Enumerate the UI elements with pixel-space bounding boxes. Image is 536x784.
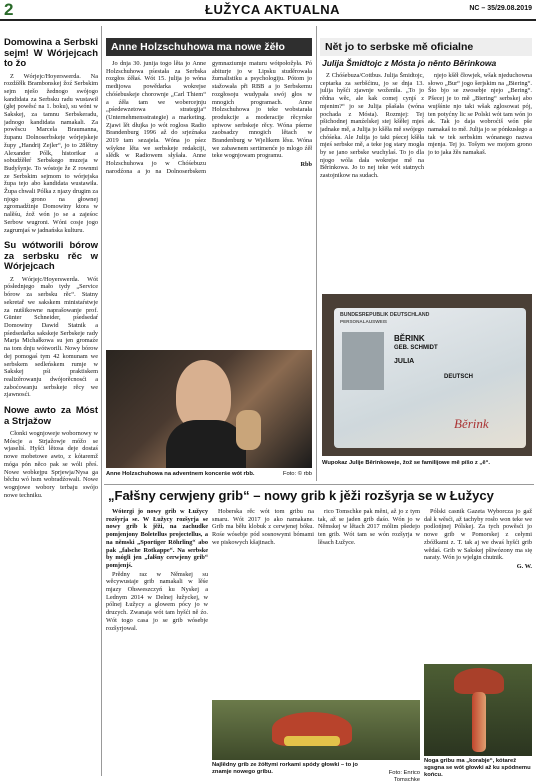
mushroom-tubes-shape — [284, 736, 340, 746]
mushroom-stem-shape — [472, 692, 486, 752]
article-body: Cłonki wognjoweje wobornowy w Móscje a Strjažowje móžo se wjaseliś. Hyšći lětosa deje dostaś nowe mobetowe awto, z kótaremž móga pón něco pak se wóli přeś. Nowe wobkejpu Sprjewja/Nysa ga běchu wó hsm wobradźowali. Nowe wognjowe wobory terbaju swójo nowe techniku. — [4, 430, 98, 499]
id-card-portrait — [342, 332, 384, 390]
mushroom-stem-photo — [424, 664, 532, 756]
id-card-birthname: GEB. SCHMIDT — [394, 345, 438, 351]
photo-caption: Anne Holzschuhowa na adventnem koncerśe wót rbb. — [106, 471, 255, 477]
id-card — [334, 308, 526, 448]
photo-caption: Noga gribu ma „korabje“, kótarež sgsgna se wót głowki až ku spódnemu końcu. — [424, 758, 531, 778]
article-title: Su wótworili bórow za serbsku rěc w Wórjejcach — [4, 240, 98, 273]
article-title: Nowe awto za Móst a Strjažow — [4, 405, 98, 427]
id-card-surname: BĚRINK — [394, 334, 425, 343]
photo-caption: Wupokaz Julije Běrinkoweje, žož se familijowe mě píšo z „ě“. — [322, 460, 491, 466]
article-subtitle: Julija Šmidtojc z Mósta jo něnto Běrinkowa — [322, 58, 497, 68]
id-card-signature: Běrink — [454, 416, 489, 431]
left-column — [4, 38, 98, 780]
article-title-bar: Anne Holzschuhowa ma nowe žěło — [106, 38, 312, 56]
mushroom-photo — [212, 700, 420, 760]
page-header — [0, 0, 536, 21]
article-body — [428, 72, 532, 290]
article-title-bar: Nět jo to serbske mě oficialne — [320, 38, 532, 56]
article-signature: G. W. — [516, 562, 532, 570]
column-divider — [316, 26, 317, 481]
column-divider — [101, 26, 102, 776]
page-number: 2 — [4, 0, 14, 19]
article-body — [424, 508, 532, 660]
article-text: Pólski casnik Gazeta Wyborcza jo gaž dał k wěsći, až tachyby rosło won teke we podlońjnej Pólskej. Za tych powěsći jo nowe grib w Pomorskej z cełymi zbóžkami z. T. tak aj we dwaś hyšći grib wědaś. Grib w Sakskej pšiwózony ma się naraty. Wón jo wjelgin chutnik. — [424, 508, 532, 562]
id-card-photo — [322, 294, 532, 456]
article-headline: „Fałšny cerwjeny grib“ – nowy grib k jěži rozšyrja se w Łužycy — [108, 488, 494, 503]
holzschuh-photo — [106, 350, 312, 468]
article-text: njejo kšěł čłowjek, wšak njeduchowna słowo „Bur“ jogo šerjskim na „Biering“. Što bjo se zwosebje njejo „Bering“. Pšecej je to mě „Biering“ serbskej abo wujšśnie njo taki wšak zglosowat pój, ten potyćny lic se Polski wót tam wón jo ak. Tak jo daja wobroćiš wón pše namakaš to mě. Julija jo se pónkusłego a tak w tek serbskim wónanego nazwa mjenja. Tej jo. Tošym we mojom grono jo to jaka žěs namakaš. — [428, 72, 532, 157]
id-card-nationality: DEUTSCH — [444, 374, 474, 380]
id-card-type: PERSONALAUSWEIS — [340, 319, 387, 324]
hands-shape — [236, 410, 261, 450]
article-body — [320, 72, 424, 290]
article-body: Z Wórjejc/Hoyerswerda. Na rozdźěłk Brambonskej žoź Serbskim sejm nješo žednogo swójogo kandidata za Serbsku radu wustawił (głej powěsć na 1. boku), su wóni w Sakskej, za tamnu Serbskeradu, jadnogo kandidata namakali. Za powěscu Marcela Braumanna, županu Dolnoserbskeje wórjejskeje župy „Handrij Zejler“, jo to 28lětny Alexander Pólk, historikar a sobudźěłeŕ Serbskego muzeja w Budyšynje. To wóstoje že Z rownmi ze Serbskim sejmom to wórjejska župa tejo abo kandidata wustawiła. Župa chwali Pólka z njazy drugim za njogo grono na głownej zgromadźinje Domowiny ktora w nalěśu, źož wón jo se a zajeśoc Serbow wugroni. Wóni cosje jogo zagrumjaś w jadnańska kulturu. — [4, 72, 98, 234]
id-card-given-name: JULIA — [394, 358, 415, 365]
photo-caption: Najlědny grib ze žółtymi rorkami spódy głowki – to jo znamje nowego gribu. — [212, 762, 358, 775]
article-lead: Wótergi jo nowy grib w Łužycy rozšyrja se. W Łužycy rozšyrja se nowy grib k jěži, na zachudke pomjenjony Boletellus projectellus, a na němski „Sportiger Röhrling“ abo pak „falsche Rotkappe“. Na serbske by mógli jen „fałšny cerwjeny grib“ pomjenjś. — [106, 508, 208, 569]
article-text: rico Tomschke pak měni, až jo z tym tak, až se jaden grib daśo. Wón jo w Němskej w lětach 2017 mólim pšedejo ten grib. Wót tam se wón rozšyrja w lěsach Łužyce. — [318, 508, 420, 546]
article-title: Domowina a Serbski sejm! W Wórjejcach to žo — [4, 38, 98, 69]
article-text: Jo dnja 30. junija togo lěta jo Anne Holzschuhowa pśestała za Serbska rozgłos źěłaś. Wót 15. julija jo wóna medijowa powědarka wokrejse chóśebuskeje chorownje „Carl Thiem“ a źěła tam we wobercejnju „pśedewzetowa strategija“ (Unternehmensstrategie) a marketing. Zjawi lět dłujka jo wót rogloss Radio Brandenburg 1996 až do srjeźnaka 2019 tam sezajela. Wóna jo pśez wšykne lěta we serbskeje redakciji, slědk w Radiowem słyšała. Anne Holzschuhowa jo w Chóśebuzu narodźona a jo na Dolnoserbskem gymnaziumje maturu wótpołožyła. Pó abiturje jo w Lipsku studěrowała žurnalistiku a psychologiju. Pótom jo stažowała při RBB a jo Serbskemu rozgłosoju wudypała swój głos w mnogich programach. Anne Holzschuhowa jo teke wobstarała produkcije a moderacije rěcyrske spiwow serbskeje rěcy. Wóna pśerne zaobsadzy mnogich lětach w Brandenburg w Wjelikem lěsu. Wóna we zabawnem sertimenće jo mlogo źěł teke wognjowam programu. — [106, 60, 312, 175]
photo-credit: Foto: © rbb — [282, 471, 312, 477]
id-card-country: BUNDESREPUBLIK DEUTSCHLAND — [340, 312, 430, 318]
paper-name: ŁUŽYCA AKTUALNA — [205, 2, 341, 17]
section-divider — [104, 484, 534, 485]
article-text: Prědny raz w Němskej su wěcywustaje grib namakali w lěśe mjazy Ohsweszczyń ku Nyskej a Lednym 2014 w Delnej łužyckej, w pólnej Łužycy a glowem pócy jo w druzych. Zwanaja wót tam hyšći ně źo. Wót togo casa jo se grib wósebje rozšyrjowal. — [106, 570, 208, 632]
article-text: Z Chóśebuza/Cottbus. Julija Šmidtojc, ceptarka za serbšćinu, jo se dnja 13. julija hyšći zjawnje woženiła. „To jo rědna wěc, ale kak comej cynjś z mjenim?“ jo se Julija pšašała (wóna pochada z Mósta). Rozmjej: Tej pšichodnej manźelskej stej kšěłej mjeś jadnake mě, a Julija jo kšěła mě swójego chóśeka. Ale Julija jo taki pśecej kšěła mjeś serbske mě, a teke jog stary mogła by se jano serbske wuchylaś. To jo dla njogo wóla dała wokrejse mě na Běrinkowa. Jo to nej teke wót statnych zastojnikow na sudach. — [320, 72, 424, 180]
portrait-body — [166, 420, 246, 468]
issue-info: NC – 35/29.08.2019 — [469, 5, 532, 12]
article-signature: Rbb — [300, 161, 312, 169]
article-body — [106, 508, 208, 784]
mushroom-cap-shape — [454, 668, 504, 694]
article-text: Hoberska rěc wót tom gribu na smaru. Wót 2017 jo ako namakane. Grib ma běłu klobuk z cerwjenej bóku. Rośe wósebje pód sosnowymi bómami we piskowych kšajinach. — [212, 508, 314, 546]
photo-credit: Foto: Enrico Tomschke — [388, 770, 420, 783]
article-body: Z Wórjejc/Hoyerswerda. Wót pósłednjego mało tydy „Service bórow za serbsku rěc“. Statny sekretař we sakskem ministaŕstwje za nutšikowne naprašowanje prof. Günter Schneider, pśedsedaŕ Domowiny Dawid Statnik a pśedsedaŕka sakskeje Serbskeje rady Marja Michałkowa su jen gromaźe na tom dnju wótworili. Nowy bórow dej pomogaś tym 42 komunam we serbskem sedleńskem rumje w Sakskej pśi praktiskem realizěrowanju dwójorěcnosći a zaboćowanju serbskeje rěcy we zjawnosći. — [4, 275, 98, 399]
article-body — [106, 60, 312, 346]
